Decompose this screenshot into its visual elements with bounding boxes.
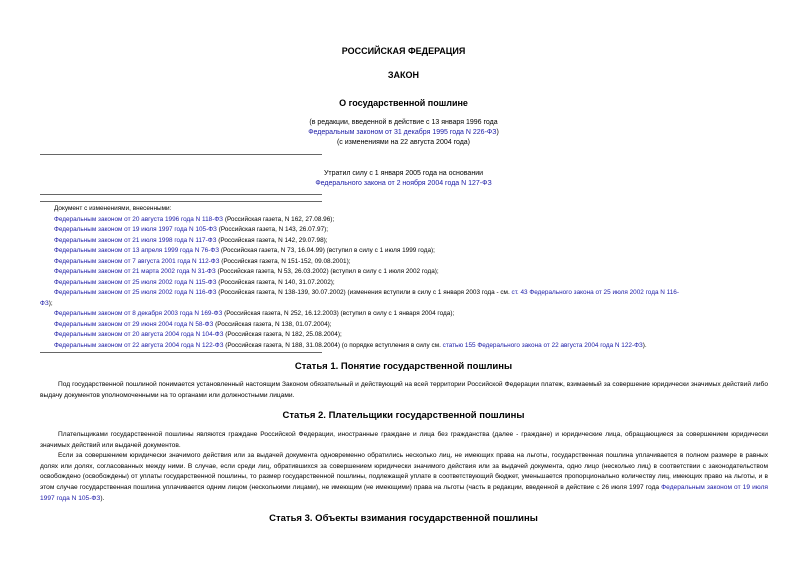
amendment-link[interactable]: Федеральным законом от 21 марта 2002 года N 31-ФЗ — [54, 268, 216, 275]
list-item — [40, 341, 770, 352]
document-title: О государственной пошлине — [339, 98, 468, 108]
list-item — [40, 236, 770, 247]
repeal-line: Утратил силу с 1 января 2005 года на основании — [323, 170, 484, 177]
amendment-text: (Российская газета, N 142, 29.07.98); — [216, 236, 328, 244]
list-item-continuation — [40, 299, 770, 310]
list-item — [40, 320, 770, 331]
amendment-tail: ). — [642, 341, 647, 349]
country-heading: РОССИЙСКАЯ ФЕДЕРАЦИЯ — [341, 46, 466, 56]
amendment-link[interactable]: Федеральным законом от 7 августа 2001 года N 112-ФЗ — [54, 257, 220, 265]
repeal-link-line — [0, 179, 807, 189]
paragraph: Плательщиками государственной пошлины являются граждане Российской Федерации, иностранные граждане и лица без гражданства (далее - граждане) и юридические лица, обращающиеся за совершением юридически значимых действий или выдачей документов. — [40, 431, 768, 449]
list-item — [40, 278, 770, 289]
amendments-list — [40, 204, 770, 351]
article-1-title: Статья 1. Понятие государственной пошлины — [294, 361, 513, 372]
list-item — [40, 257, 770, 268]
article-3-title: Статья 3. Объекты взимания государственной пошлины — [269, 513, 538, 524]
amendment-text: (Российская газета, N 143, 26.07.97); — [216, 226, 329, 233]
amendment-text: (Российская газета, N 73, 16.04.99) (вступил в силу с 1 июля 1999 года); — [219, 247, 435, 254]
amendment-link[interactable]: Федеральным законом от 13 апреля 1999 года N 76-ФЗ — [54, 247, 220, 254]
amendment-link[interactable]: Федеральным законом от 19 июля 1997 года N 105-ФЗ — [54, 226, 217, 233]
paragraph — [40, 451, 768, 504]
amendment-text: (Российская газета, N 182, 25.08.2004); — [223, 331, 342, 338]
amendments-heading: Документ с изменениями, внесенными: — [54, 205, 172, 212]
article-1-body — [40, 380, 768, 401]
paragraph-text: Если за совершением юридически значимого действия или за выдачей документа одновременно обратились несколько лиц, не имеющих права на льготы, государственная пошлина уплачивается в полном размере в равных долях или долях, согласованных между ними. В случае, если среди лиц, обратившихся за совершением юридически значимого действия или за выдачей документа, одно лицо (несколько лиц) в соответствии с законодательством освобождено (освобождены) от уплаты государственной пошлины, то размер государственной пошлины, подлежащей уплате в соответствующий бюджет, уменьшается пропорционально количеству лиц, имеющих право на льготы, и в этом случае государственная пошлина уплачивается одним лицом (несколькими лицами), не имеющим (не имеющими) права на льготы (часть в редакции, введенной в действие с 26 июля 1997 года — [40, 452, 768, 491]
document-type: ЗАКОН — [387, 70, 420, 80]
article-2-link[interactable]: Федеральным законом от 19 июля 1997 года N 105-ФЗ — [40, 483, 768, 502]
paragraph-tail: ). — [100, 494, 105, 502]
article-2-body — [40, 430, 768, 504]
amendment-text: (Российская газета, N 252, 16.12.2003) (вступил в силу с 1 января 2004 года); — [222, 310, 455, 317]
amendment-tail: ); — [48, 299, 53, 307]
edition-link-line — [0, 128, 807, 138]
amendment-link[interactable]: Федеральным законом от 8 декабря 2003 года N 169-ФЗ — [54, 310, 223, 317]
edition-line: (в редакции, введенной в действие с 13 января 1996 года — [309, 119, 498, 126]
amendment-link[interactable]: Федеральным законом от 20 августа 1996 года N 118-ФЗ — [54, 215, 224, 223]
amendment-text: (Российская газета, N 138-139, 30.07.2002) (изменения вступили в силу с 1 января 2003 года - см. — [216, 289, 512, 296]
amendment-text: (Российская газета, N 140, 31.07.2002); — [216, 278, 335, 286]
amendment-text: (Российская газета, N 138, 01.07.2004); — [213, 320, 332, 328]
amendment-text: (Российская газета, N 188, 31.08.2004) (о порядке вступления в силу см. — [223, 341, 443, 349]
amendment-link[interactable]: Федеральным законом от 29 июня 2004 года N 58-ФЗ — [54, 320, 214, 328]
list-item — [40, 246, 770, 257]
divider — [40, 352, 322, 353]
divider — [40, 194, 322, 195]
amendment-article-link[interactable]: ст. 43 Федерального закона от 25 июля 2002 года N 116- — [511, 289, 679, 296]
changes-line: (с изменениями на 22 августа 2004 года) — [336, 139, 471, 146]
list-item — [40, 267, 770, 278]
amendment-article-link[interactable]: статью 155 Федерального закона от 22 августа 2004 года N 122-ФЗ — [442, 341, 643, 349]
amendment-text: (Российская газета, N 53, 26.03.2002) (вступил в силу с 1 июля 2002 года); — [215, 268, 439, 275]
list-item — [40, 215, 770, 226]
amendment-text: (Российская газета, N 162, 27.08.96); — [223, 215, 335, 223]
edition-link[interactable]: Федеральным законом от 31 декабря 1995 года N 226-ФЗ — [308, 129, 497, 136]
list-item — [40, 225, 770, 236]
list-item — [40, 330, 770, 341]
amendment-link[interactable]: Федеральным законом от 21 июля 1998 года N 117-ФЗ — [54, 236, 217, 244]
amendment-link[interactable]: Федеральным законом от 20 августа 2004 года N 104-ФЗ — [54, 331, 224, 338]
amendment-link[interactable]: Федеральным законом от 22 августа 2004 года N 122-ФЗ — [54, 341, 224, 349]
amendment-link[interactable]: Федеральным законом от 25 июля 2002 года N 116-ФЗ — [54, 289, 217, 296]
divider — [40, 154, 322, 155]
amendment-article-link-cont[interactable]: ФЗ — [40, 299, 49, 307]
paragraph: Под государственной пошлиной понимается установленный настоящим Законом обязательный и действующий на всей территории Российской Федерации платеж, взимаемый за совершение юридически значимых действий либо выдачу документов уполномоченными на то органами или должностными лицами. — [40, 381, 768, 399]
list-item — [40, 309, 770, 320]
article-2-title: Статья 2. Плательщики государственной пошлины — [282, 410, 525, 421]
amendment-text: (Российская газета, N 151-152, 09.08.2001); — [219, 257, 351, 265]
divider — [40, 201, 322, 202]
list-item — [40, 288, 770, 299]
edition-close: ) — [496, 129, 499, 136]
amendment-link[interactable]: Федеральным законом от 25 июля 2002 года N 115-ФЗ — [54, 278, 217, 286]
repeal-link[interactable]: Федерального закона от 2 ноября 2004 года N 127-ФЗ — [315, 180, 492, 187]
